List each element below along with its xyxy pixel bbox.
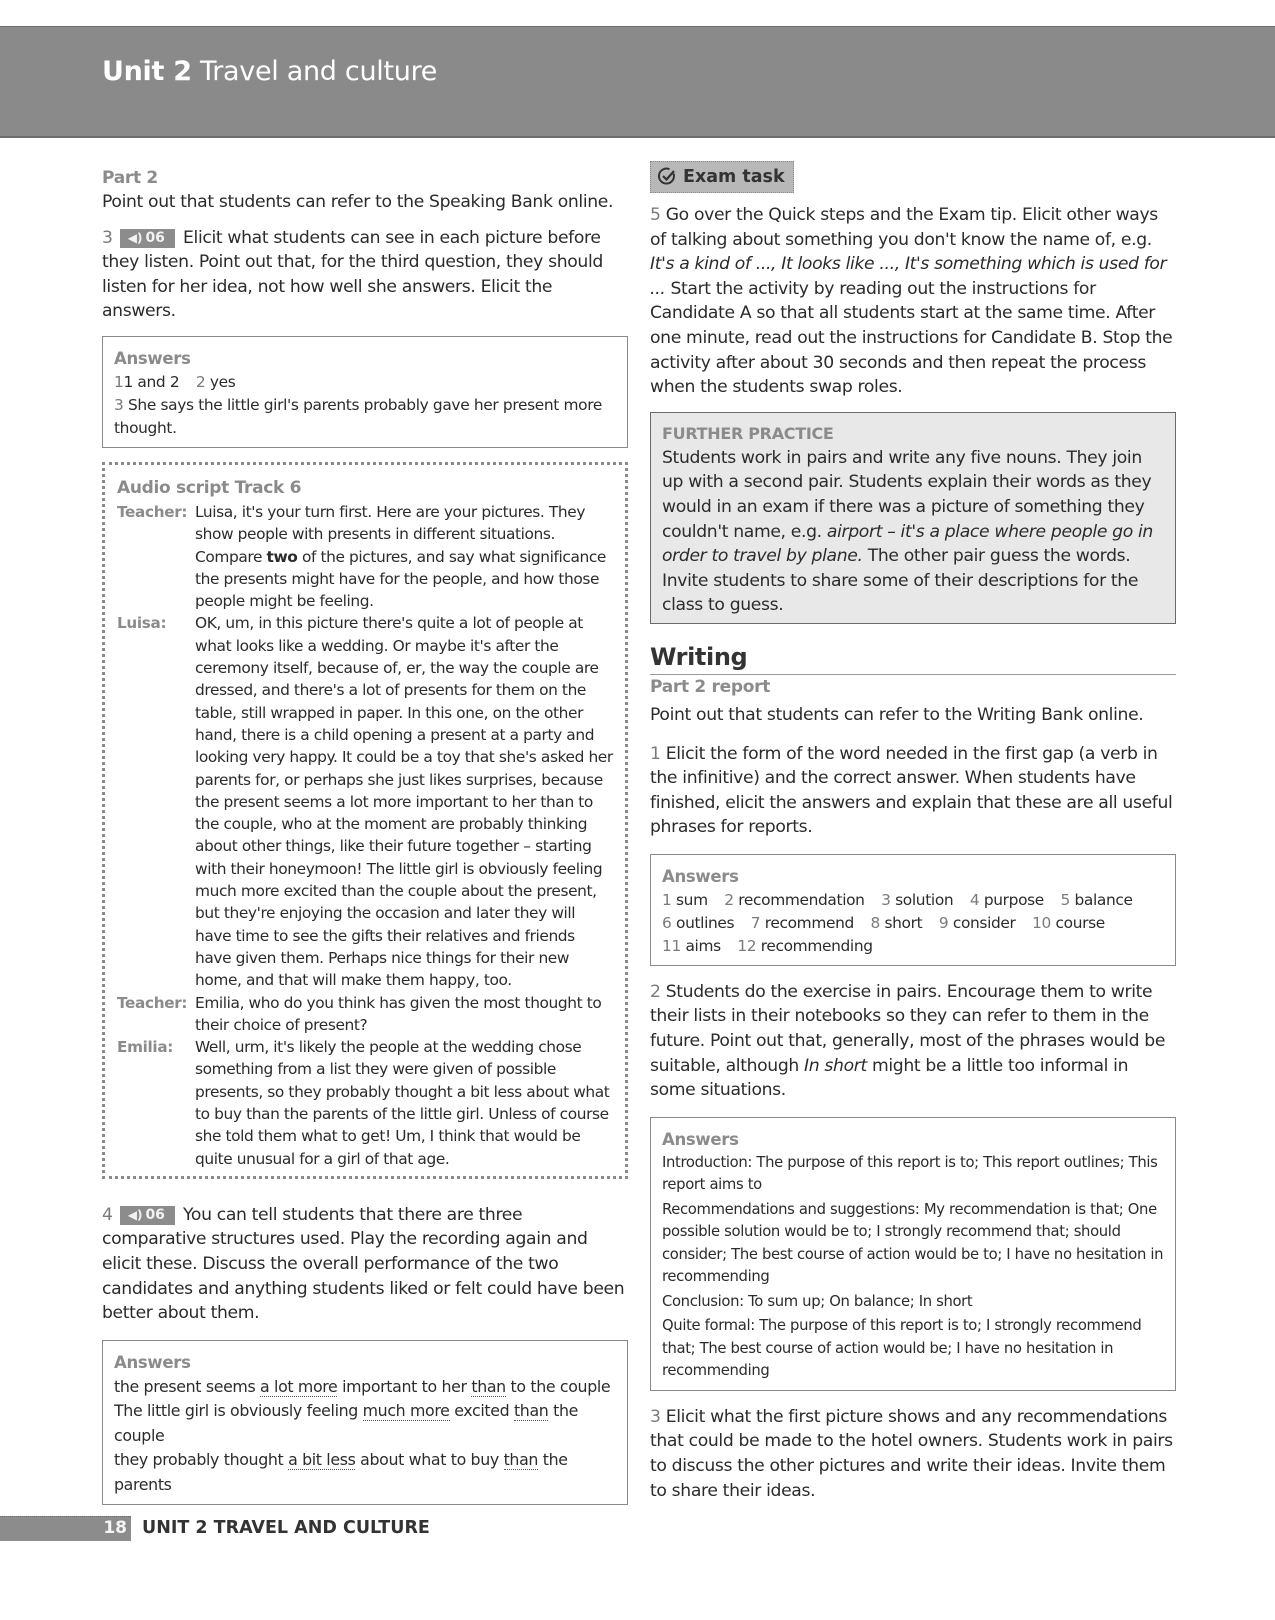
speech-text: Well, urm, it's likely the people at the wedding chose something from a list they were given of possible presents, so they probably thought a bit less about what to buy than the parents of the little girl. Unless of course she told them what to get! Um, I think that would be quite unusual for a girl of that age. [195,1038,610,1168]
answer-row: 6 outlines 7 recommend 8 short 9 consider 10 course [662,913,1105,932]
audio-track-number: 06 [145,1206,165,1223]
example-phrases: It's a kind of ..., It looks like ..., It's something which is used for ... [650,254,1167,299]
answers-title: Answers [662,1129,739,1149]
exercise-text: You can tell students that there are three comparative structures used. Play the recording again and elicit these. Discuss the overall performance of the two candidates and anything students liked or felt could have been better about them. [102,1204,625,1324]
exercise-text: Elicit what the first picture shows and any recommendations that could be made to the hotel owners. Students work in pairs to discuss the other pictures and write their ideas. Invite them to share their ideas. [650,1406,1173,1501]
writing-exercise-1 [650,742,1176,840]
script-line [117,501,613,612]
answers-box-2 [102,1340,628,1506]
answer-text: She says the little girl's parents probably gave her present more thought. [114,395,602,437]
further-practice-title: FURTHER PRACTICE [662,423,834,443]
speech-text: Emilia, who do you think has given the most thought to their choice of present? [195,993,602,1034]
audio-track-number: 06 [145,229,165,246]
underlined-phrase: than [503,1450,539,1470]
unit-label: Unit 2 [102,56,192,87]
answers-title: Answers [114,1352,191,1372]
exercise-3 [102,226,628,324]
further-practice-box [650,412,1176,624]
underlined-phrase: than [513,1401,549,1421]
answer-line: The little girl is obviously feeling much more excited than the couple [114,1401,578,1445]
audio-track-button[interactable] [120,1206,175,1225]
answer-number: 2 [195,372,206,391]
exam-task-text: Exam task [683,167,785,187]
speaker-label: Luisa: [117,614,167,633]
answer-line: the present seems a lot more important to her than to the couple [114,1376,611,1396]
audio-script-box [102,462,628,1179]
answer-item: Recommendations and suggestions: My recommendation is that; One possible solution would be to; I strongly recommend that; should consider; The best course of action would be to; I have no hesitation in recommending [662,1200,1164,1286]
speaker-label: Teacher: [117,502,188,521]
script-line [117,612,613,991]
exercise-5: 5 Go over the Quick steps and the Exam tip. Elicit other ways of talking about something you don't know the name of, e.g. It's a kind of ..., It looks like ..., It's something which is used for ... Start the activity by reading out the instructions for Candidate A so that all students start at the same time. After one minute, read out the instructions for Candidate B. Stop the activity after about 30 seconds and then repeat the process when the students swap roles. [650,205,1173,398]
answer-row: 1 sum 2 recommendation 3 solution 4 purpose 5 balance [662,890,1133,909]
phrase-in-short: In short [804,1055,867,1076]
answers-box-4 [650,1117,1176,1391]
running-title: UNIT 2 TRAVEL AND CULTURE [142,1518,430,1538]
emphasis-word: two [266,547,298,566]
answers-box-1 [102,336,628,448]
unit-name: Travel and culture [200,56,438,87]
speaker-icon: ◀) [127,230,143,245]
exercise-text: Elicit what students can see in each picture before they listen. Point out that, for the third question, they should listen for her idea, not how well she answers. Elicit the answers. [102,227,603,322]
exercise-number: 2 [650,981,661,1002]
underlined-phrase: than [471,1376,506,1396]
exercise-number: 1 [650,743,661,764]
exercise-number: 5 [650,205,661,225]
left-column [102,166,628,1519]
answer-line [114,371,616,394]
exercise-number: 3 [650,1406,661,1427]
page-number: 18 [103,1518,127,1538]
writing-bank-note: Point out that students can refer to the Writing Bank online. [650,704,1144,725]
further-practice-text: Students work in pairs and write any five nouns. They join up with a second pair. Students explain their words as they would in an exam if there was a picture of something they couldn't name, e.g. airport – it's a place where people go in order to travel by plane. The other pair guess the words. Invite students to share some of their descriptions for the class to guess. [662,447,1153,616]
answer-number: 3 [114,395,124,414]
exercise-text: Elicit the form of the word needed in the first gap (a verb in the infinitive) and the correct answer. When students have finished, elicit the answers and explain that these are all useful phrases for reports. [650,743,1173,838]
answer-item: Quite formal: The purpose of this report is to; I strongly recommend that; The best course of action would be; I have no hesitation in recommending [662,1317,1142,1380]
writing-exercise-2: 2 Students do the exercise in pairs. Encourage them to write their lists in their notebooks so they can refer to them in the future. Point out that, generally, most of the phrases would be suitable, although In short might be a little too informal in some situations. [650,981,1166,1101]
script-line [117,1036,613,1170]
exam-task-label [650,161,794,193]
answer-line: they probably thought a bit less about what to buy than the parents [114,1450,568,1494]
answer-text: 1 and 2 [123,372,180,391]
speech-text: Luisa, it's your turn first. Here are your pictures. They show people with presents in different situations. Compare two of the pictures, and say what significance the presents might have for the people, and how those people might be feeling. [195,502,606,611]
check-circle-icon [657,166,677,186]
part-heading: Part 2 [102,168,158,188]
answer-row: 11 aims 12 recommending [662,936,873,955]
script-line [117,992,613,1037]
part-heading: Part 2 report [650,676,771,697]
speaking-bank-note: Point out that students can refer to the Speaking Bank online. [102,192,614,212]
answers-title: Answers [114,348,191,368]
speaker-label: Teacher: [117,993,188,1012]
unit-title [102,56,437,87]
exercise-number: 3 [102,227,113,248]
speaker-label: Emilia: [117,1038,174,1057]
answer-line [114,394,616,440]
exercise-4 [102,1203,628,1326]
audio-track-button[interactable] [120,229,175,248]
audio-script-title: Audio script Track 6 [117,477,302,498]
answer-item: Conclusion: To sum up; On balance; In short [662,1292,973,1310]
answer-item: Introduction: The purpose of this report is to; This report outlines; This report aims to [662,1153,1158,1194]
right-column [650,161,1176,1503]
answer-text: yes [209,372,236,391]
exercise-number: 4 [102,1204,113,1225]
section-title-writing: Writing [650,642,1176,675]
underlined-phrase: a lot more [260,1376,338,1396]
underlined-phrase: much more [362,1401,450,1421]
example-description: airport – it's a place where people go in order to travel by plane. [662,521,1153,567]
answers-box-3 [650,854,1176,966]
speech-text: OK, um, in this picture there's quite a lot of people at what looks like a wedding. Or maybe it's after the ceremony itself, because of, er, the way the couple are dressed, and there's a lot of presents for them on the table, still wrapped in paper. In this one, on the other hand, there is a child opening a present at a party and looking very happy. It could be a toy that she's asked her parents for, or perhaps she just likes surprises, because the present seems a lot more important to her than to the couple, who at the moment are probably thinking about other things, like their future together – starting with their honeymoon! The little girl is obviously feeling much more excited than the couple about the present, but they're enjoying the occasion and later they will have time to see the gifts their relatives and friends have given them. Perhaps nice things for their new home, and that will make them happy, too. [195,614,613,990]
writing-exercise-3 [650,1405,1176,1503]
underlined-phrase: a bit less [288,1450,356,1470]
speaker-icon: ◀) [127,1207,143,1222]
answer-number: 1 [114,372,124,391]
answers-title: Answers [662,866,739,886]
